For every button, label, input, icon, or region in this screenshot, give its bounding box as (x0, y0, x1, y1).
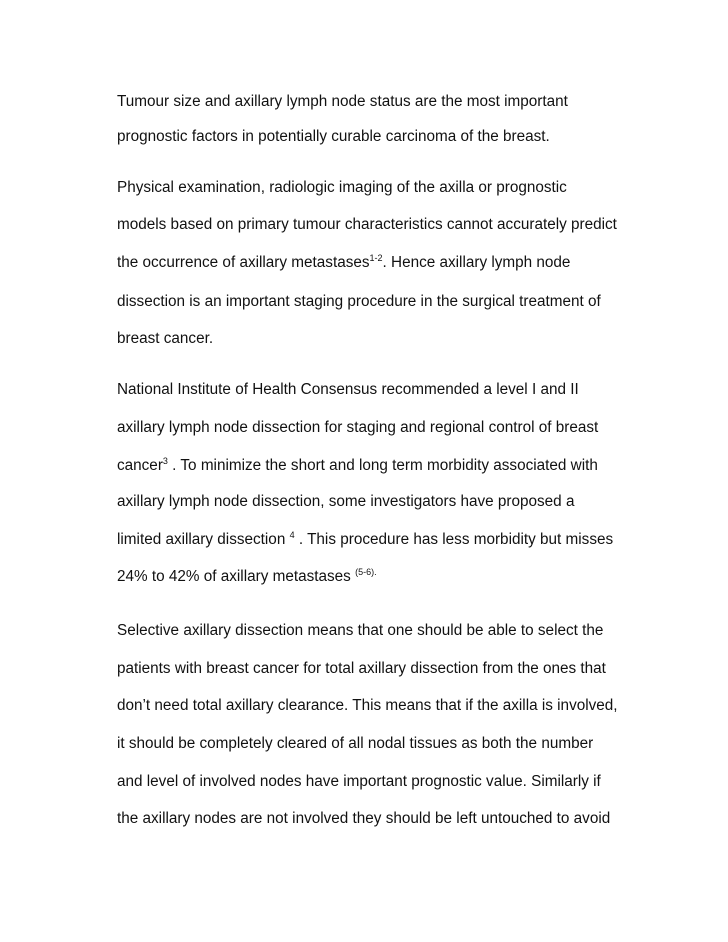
text-run: 24% to 42% of axillary metastases (117, 568, 356, 585)
text-line: models based on primary tumour characteristics cannot accurately predict (117, 216, 617, 233)
text-line: the axillary nodes are not involved they should be left untouched to avoid (117, 810, 611, 827)
text-line: National Institute of Health Consensus recommended a level I and II (117, 381, 579, 398)
text-line (117, 254, 570, 272)
text-line: prognostic factors in potentially curable carcinoma of the breast. (117, 128, 550, 145)
citation-superscript: (5-6). (355, 567, 377, 577)
text-run: . To minimize the short and long term morbidity associated with (167, 457, 598, 474)
text-line: don’t need total axillary clearance. This means that if the axilla is involved, (117, 697, 618, 714)
text-line: Physical examination, radiologic imaging of the axilla or prognostic (117, 179, 567, 196)
citation-superscript: 4 (289, 530, 295, 540)
text-line: axillary lymph node dissection for staging and regional control of breast (117, 419, 599, 436)
text-run: . This procedure has less morbidity but misses (294, 531, 614, 548)
text-line: axillary lymph node dissection, some investigators have proposed a (117, 493, 575, 510)
text-run: . Hence axillary lymph node (382, 254, 571, 271)
citation-superscript: 1-2 (369, 253, 383, 263)
text-run: the occurrence of axillary metastases (117, 254, 370, 271)
text-line: it should be completely cleared of all nodal tissues as both the number (117, 735, 594, 752)
text-line: dissection is an important staging procedure in the surgical treatment of (117, 293, 601, 310)
text-line (117, 457, 598, 475)
text-line (117, 568, 377, 586)
text-line: and level of involved nodes have important prognostic value. Similarly if (117, 773, 601, 790)
text-line: Selective axillary dissection means that one should be able to select the (117, 622, 604, 639)
text-line: patients with breast cancer for total axillary dissection from the ones that (117, 660, 606, 677)
text-line: Tumour size and axillary lymph node status are the most important (117, 93, 568, 110)
citation-superscript: 3 (162, 456, 168, 466)
text-line: breast cancer. (117, 330, 214, 347)
text-line (117, 531, 613, 549)
text-run: cancer (117, 457, 163, 474)
text-run: limited axillary dissection (117, 531, 290, 548)
